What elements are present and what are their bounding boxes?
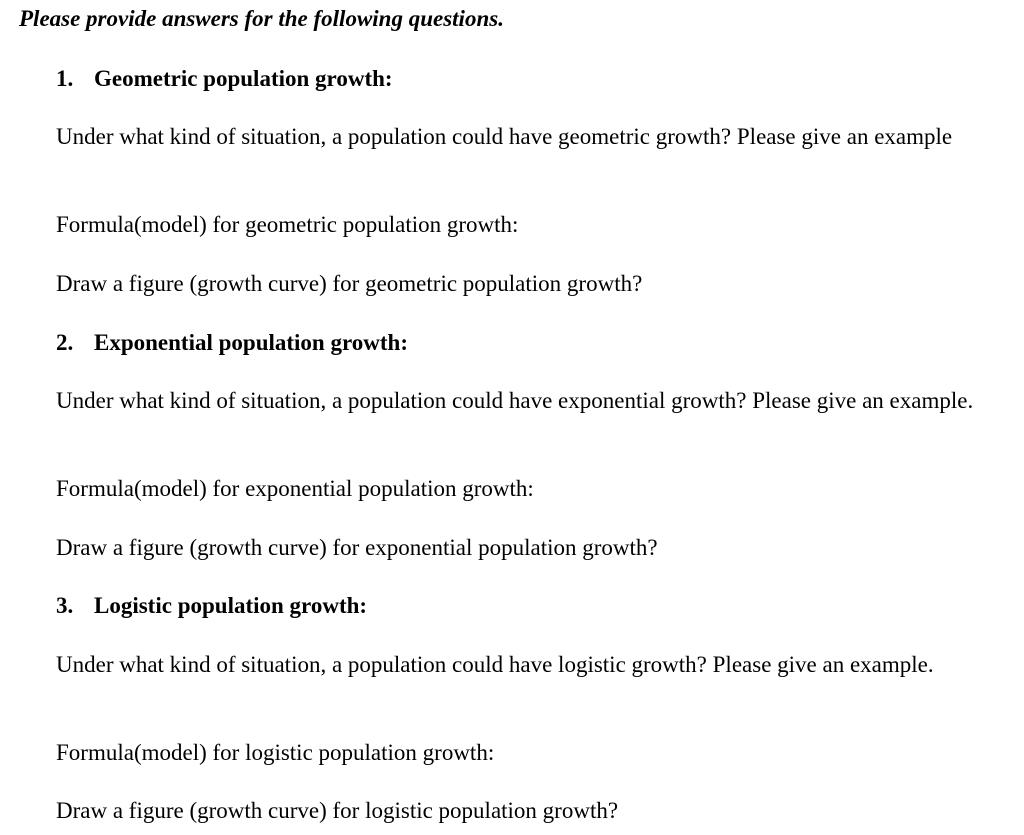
logistic-situation-question: Under what kind of situation, a population could have logistic growth? Please give an example. <box>56 652 934 677</box>
logistic-figure-question: Draw a figure (growth curve) for logistic population growth? <box>56 798 619 823</box>
exponential-formula-question: Formula(model) for exponential population growth: <box>56 476 534 501</box>
geometric-formula-question: Formula(model) for geometric population growth: <box>56 212 519 237</box>
section-title: Exponential population growth: <box>94 330 408 355</box>
exponential-figure-question: Draw a figure (growth curve) for exponential population growth? <box>56 535 658 560</box>
section-heading-geometric <box>56 64 393 94</box>
section-number: 2. <box>56 330 74 355</box>
section-heading-logistic <box>56 591 367 621</box>
exponential-situation-question: Under what kind of situation, a population could have exponential growth? Please give an example. <box>56 388 974 413</box>
section-number: 3. <box>56 593 74 618</box>
geometric-situation-question: Under what kind of situation, a population could have geometric growth? Please give an example <box>56 124 953 149</box>
section-number: 1. <box>56 66 74 91</box>
logistic-formula-question: Formula(model) for logistic population growth: <box>56 740 495 765</box>
section-title: Logistic population growth: <box>94 593 368 618</box>
geometric-figure-question: Draw a figure (growth curve) for geometric population growth? <box>56 271 643 296</box>
section-heading-exponential <box>56 328 408 358</box>
instructions-text: Please provide answers for the following questions. <box>19 6 504 31</box>
section-title: Geometric population growth: <box>94 66 393 91</box>
